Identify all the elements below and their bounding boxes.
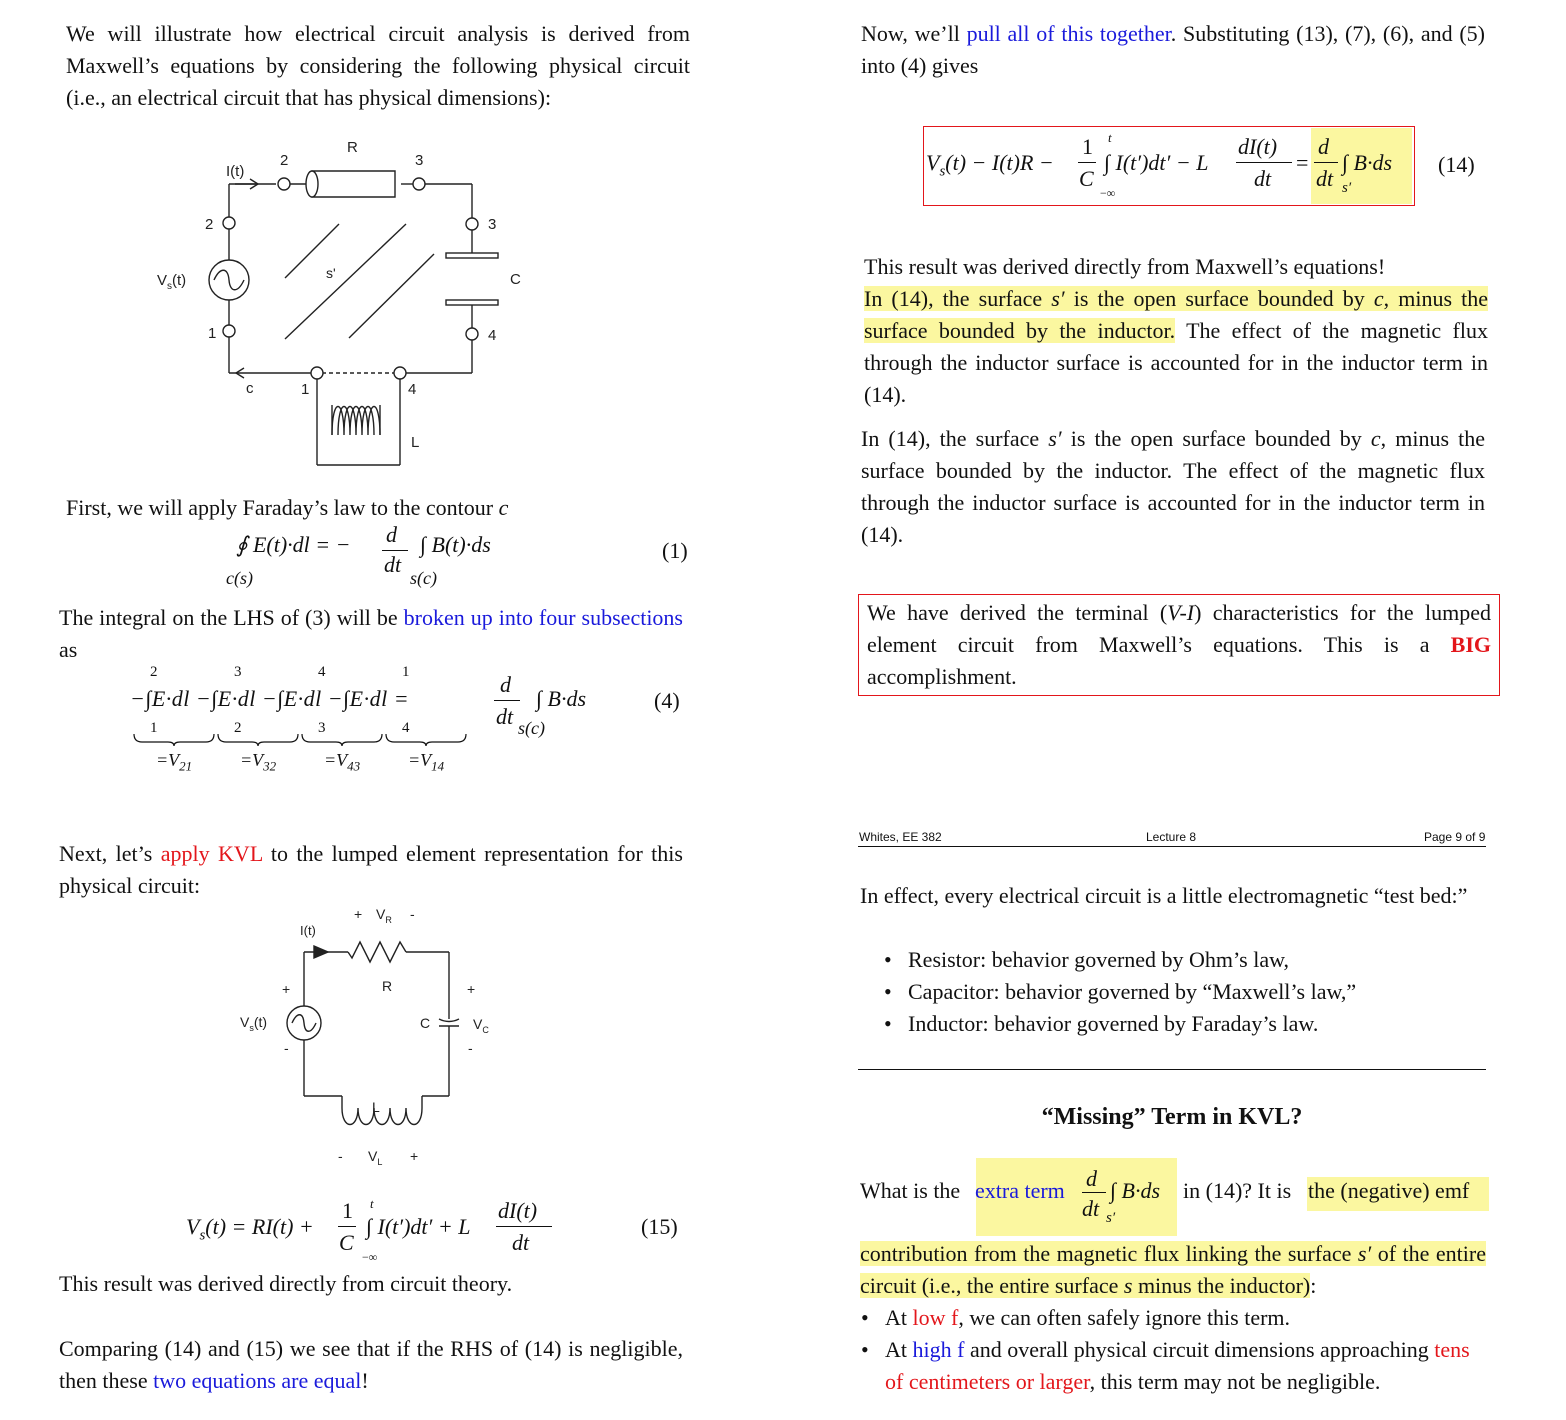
now-text: Now, we’ll pull all of this together. Substituting (13), (7), (6), and (5) into (4) gives <box>861 21 1485 78</box>
list-item: • At high f and overall physical circuit dimensions approaching tens of centimeters or larger, this term may not be negligible. <box>861 1334 1485 1398</box>
section-rule <box>858 1069 1486 1070</box>
equation-14: $V_s(t) - I(t)R$ − 1 C t −∞ ∫ I(t′)dt′ − L dI(t) dt = d dt ∫ B·ds s′ (14) <box>926 130 1475 200</box>
svg-text:1: 1 <box>301 381 310 398</box>
extra-term-line: What is the extra term d dt ∫ B·ds s′ in (14)? It is the (negative) emf <box>860 1166 1470 1226</box>
svg-text:R: R <box>382 978 393 994</box>
svg-text:1: 1 <box>208 325 217 342</box>
svg-text:I(t): I(t) <box>300 923 316 938</box>
svg-text:4: 4 <box>408 381 417 398</box>
svg-text:+: + <box>354 906 363 922</box>
equation-15: $V_s(t) = RI(t)$ + 1 C t −∞ ∫ I(t′)dt′ + L dI(t) dt (15) <box>186 1196 678 1264</box>
footer-rule <box>858 846 1486 847</box>
svg-text:Vs(t): $V_s(t)$ <box>240 1014 268 1033</box>
physical-circuit-diagram <box>140 135 540 475</box>
svg-text:VR: $V_R$ <box>376 906 392 925</box>
comparing-text: Comparing (14) and (15) we see that if the RHS of (14) is negligible, then these two equations are equal! <box>59 1336 683 1393</box>
svg-text:+: + <box>282 981 291 997</box>
svg-text:R: R <box>347 139 358 156</box>
circuit-theory-text: This result was derived directly from circuit theory. <box>59 1271 513 1296</box>
svg-text:-: - <box>284 1040 289 1056</box>
plain-paragraph: In (14), the surface s′ is the open surface bounded by c, minus the surface bounded by the inductor. The effect of the magnetic flux through the inductor surface is accounted for in the inductor term in (14). <box>861 426 1485 547</box>
equation-4: −∫E·dl −∫E·dl −∫E·dl −∫E·dl = 2 3 4 1 1 2 3 4 d dt ∫ B·ds s(c) (4) $=V_{21}$ $=V_{32}$ $=V_{43}$ $=V_{14}$ <box>130 664 680 774</box>
frequency-bullets <box>861 1302 1485 1398</box>
page-footer-right: Page 9 of 9 <box>1424 830 1486 844</box>
svg-text:+: + <box>410 1148 419 1164</box>
svg-text:-: - <box>468 1040 473 1056</box>
svg-text:2: 2 <box>205 216 214 233</box>
emf-paragraph: contribution from the magnetic flux linking the surface s′ of the entire circuit (i.e., the entire surface s minus the inductor): <box>860 1241 1486 1298</box>
kvl-text: Next, let’s apply KVL to the lumped element representation for this physical circuit: <box>59 841 683 898</box>
svg-text:2: 2 <box>280 152 289 169</box>
svg-text:4: 4 <box>488 327 497 344</box>
brace-label-v32: $=V_{32}$ <box>240 750 277 774</box>
svg-text:-: - <box>410 906 415 922</box>
list-item: • Inductor: behavior governed by Faraday’s law. <box>884 1008 1484 1040</box>
intro-paragraph: We will illustrate how electrical circuit analysis is derived from Maxwell’s equations by considering the following physical circuit (i.e., an electrical circuit that has physical dimensions): <box>66 21 690 110</box>
svg-text:C: C <box>420 1015 431 1031</box>
svg-text:Vs(t): $V_s(t)$ <box>157 272 187 292</box>
boxed-conclusion: We have derived the terminal (V-I) characteristics for the lumped element circuit from Maxwell’s equations. This is a BIG accomplishment. <box>858 594 1500 696</box>
testbed-text: In effect, every electrical circuit is a little electromagnetic “test bed:” <box>860 883 1468 908</box>
derived-maxwell-text: This result was derived directly from Maxwell’s equations! <box>864 254 1386 279</box>
svg-text:C: C <box>510 271 521 288</box>
brace-label-v14: $=V_{14}$ <box>408 750 445 774</box>
brace-label-v21: $=V_{21}$ <box>156 750 193 774</box>
lumped-circuit-diagram <box>230 900 530 1180</box>
svg-text:-: - <box>338 1148 343 1164</box>
faraday-text: First, we will apply Faraday’s law to the contour c <box>66 495 509 520</box>
svg-text:3: 3 <box>488 216 497 233</box>
svg-text:c: c <box>246 380 254 397</box>
svg-text:3: 3 <box>415 152 424 169</box>
brace-label-v43: $=V_{43}$ <box>324 750 361 774</box>
svg-text:+: + <box>467 981 476 997</box>
page-footer-center: Lecture 8 <box>1146 830 1197 844</box>
svg-text:L: L <box>411 434 420 451</box>
section-heading: “Missing” Term in KVL? <box>1041 1104 1303 1130</box>
svg-text:L: L <box>372 1099 380 1115</box>
label-current: I(t) <box>226 163 245 180</box>
highlighted-paragraph: In (14), the surface s′ is the open surface bounded by c, minus the surface bounded by the inductor. The effect of the magnetic flux through the inductor surface is accounted for in the inductor term in (14). <box>864 286 1488 407</box>
integral-text: The integral on the LHS of (3) will be broken up into four subsections as <box>59 605 683 662</box>
svg-text:VL: $V_L$ <box>368 1148 383 1167</box>
equation-1: ∮ E(t)·dl = − d dt ∫ B(t)·ds c(s) s(c) (1) <box>226 522 688 588</box>
svg-text:VC: $V_C$ <box>473 1016 489 1035</box>
page-footer-left: Whites, EE 382 <box>859 830 942 844</box>
element-bullets <box>884 944 1484 1040</box>
list-item: • At low f, we can often safely ignore this term. <box>861 1302 1485 1334</box>
list-item: • Capacitor: behavior governed by “Maxwell’s law,” <box>884 976 1484 1008</box>
svg-text:s': s' <box>326 265 336 281</box>
list-item: • Resistor: behavior governed by Ohm’s law, <box>884 944 1484 976</box>
